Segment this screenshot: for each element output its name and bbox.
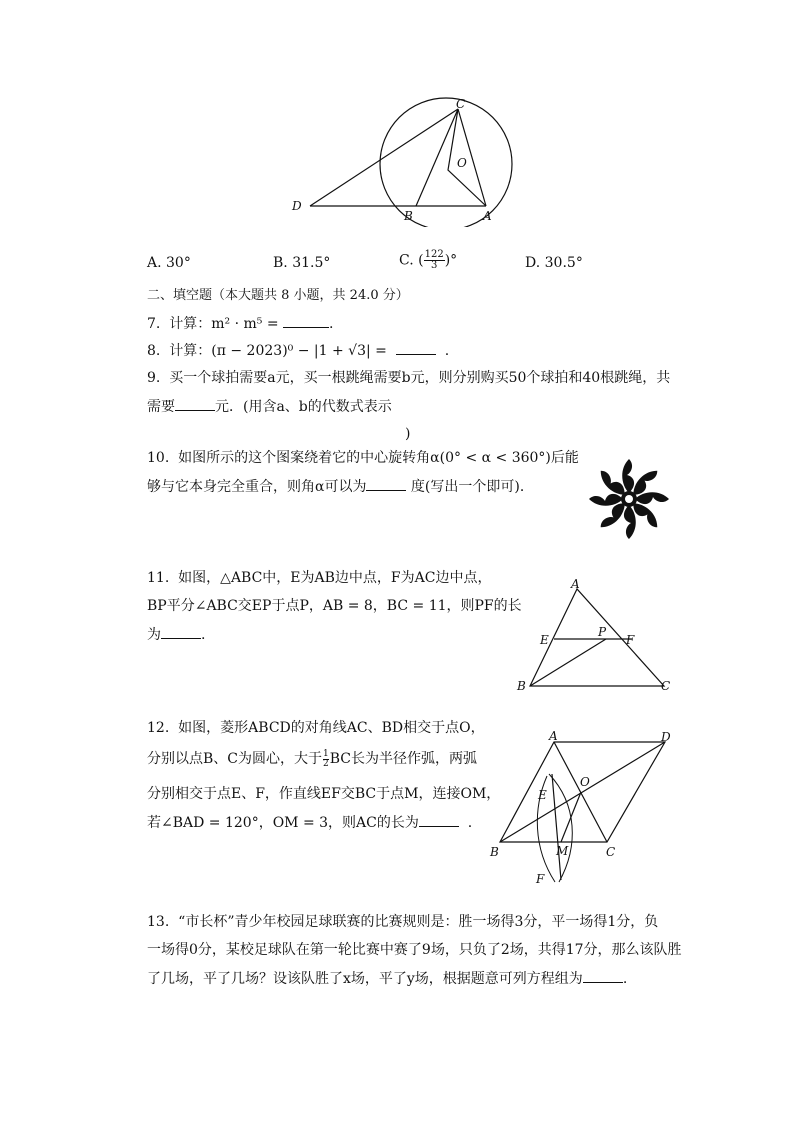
- label-f: F: [626, 633, 635, 647]
- question-8: 8. 计算：(π − 2023)⁰ − |1 + √3| = .: [147, 340, 449, 361]
- option-a: A. 30°: [147, 255, 191, 271]
- label-o: O: [457, 156, 467, 170]
- label-b: B: [517, 679, 526, 693]
- answer-blank-9: [175, 396, 215, 411]
- label-a: A: [571, 577, 580, 591]
- answer-blank-10: [366, 476, 406, 491]
- label-e: E: [540, 633, 549, 647]
- question-12-line3: 分别相交于点E、F，作直线EF交BC于点M，连接OM，: [147, 786, 501, 802]
- question-12-line4: 若∠BAD = 120°，OM = 3，则AC的长为 .: [147, 812, 472, 833]
- option-c: C. ( $\frac{122}{3}$ )°: [399, 249, 458, 271]
- label-e: E: [538, 788, 547, 802]
- answer-blank-12: [419, 812, 459, 827]
- question-11-line1: 11. 如图，△ABC中，E为AB边中点，F为AC边中点，: [147, 570, 492, 586]
- label-f: F: [536, 872, 545, 886]
- question-12-line1: 12. 如图，菱形ABCD的对角线AC、BD相交于点O，: [147, 720, 485, 736]
- question-13-line1: 13. “市长杯”青少年校园足球联赛的比赛规则是：胜一场得3分，平一场得1分，负: [147, 914, 659, 930]
- label-b: B: [490, 845, 499, 859]
- rotational-flower-figure: [583, 453, 675, 545]
- triangle-figure: [510, 576, 675, 696]
- option-d: D. 30.5°: [525, 255, 583, 271]
- option-b: B. 31.5°: [273, 255, 331, 271]
- label-p: P: [598, 625, 607, 639]
- label-a: A: [549, 729, 558, 743]
- label-a: A: [483, 209, 492, 223]
- segment-c-o-a: [448, 109, 486, 206]
- question-12-line2: 分别以点B、C为圆心，大于 $\frac{1}{2}$ BC长为半径作弧，两弧: [147, 748, 477, 769]
- question-13-line2: 一场得0分，某校足球队在第一轮比赛中赛了9场，只负了2场，共得17分，那么该队胜: [147, 942, 682, 958]
- circle-figure: [285, 92, 515, 227]
- answer-blank-7: [283, 313, 329, 328]
- label-c: C: [456, 97, 466, 111]
- question-10-line1: 10. 如图所示的这个图案绕着它的中心旋转角α(0° < α < 360°)后能: [147, 450, 579, 466]
- question-9-line1: 9. 买一个球拍需要a元，买一根跳绳需要b元，则分别购买50个球拍和40根跳绳，共: [147, 370, 671, 386]
- question-11-line2: BP平分∠ABC交EP于点P，AB = 8，BC = 11，则PF的长: [147, 598, 522, 614]
- question-7: 7. 计算：m² · m⁵ = .: [147, 313, 333, 334]
- label-b: B: [404, 209, 413, 223]
- rhombus-figure: [485, 728, 680, 888]
- question-11-line3: 为 .: [147, 624, 205, 645]
- question-13-line3: 了几场，平了几场？设该队胜了x场，平了y场，根据题意可列方程组为 .: [147, 968, 627, 989]
- segment-dc: [310, 109, 458, 206]
- label-o: O: [580, 775, 590, 789]
- segment-bc: [416, 109, 458, 206]
- question-10-line2: 够与它本身完全重合，则角α可以为 度(写出一个即可)．: [147, 476, 534, 497]
- label-c: C: [606, 845, 616, 859]
- answer-blank-13: [583, 968, 623, 983]
- question-9-line3: ): [405, 426, 411, 442]
- question-9-line2: 需要 元．(用含a、b的代数式表示: [147, 396, 392, 417]
- label-d: D: [661, 730, 671, 744]
- section-title: 二、填空题（本大题共 8 小题，共 24.0 分）: [147, 288, 409, 303]
- answer-blank-8: [396, 340, 436, 355]
- label-c: C: [661, 679, 671, 693]
- label-m: M: [556, 844, 569, 858]
- answer-blank-11: [161, 624, 201, 639]
- label-d: D: [292, 199, 302, 213]
